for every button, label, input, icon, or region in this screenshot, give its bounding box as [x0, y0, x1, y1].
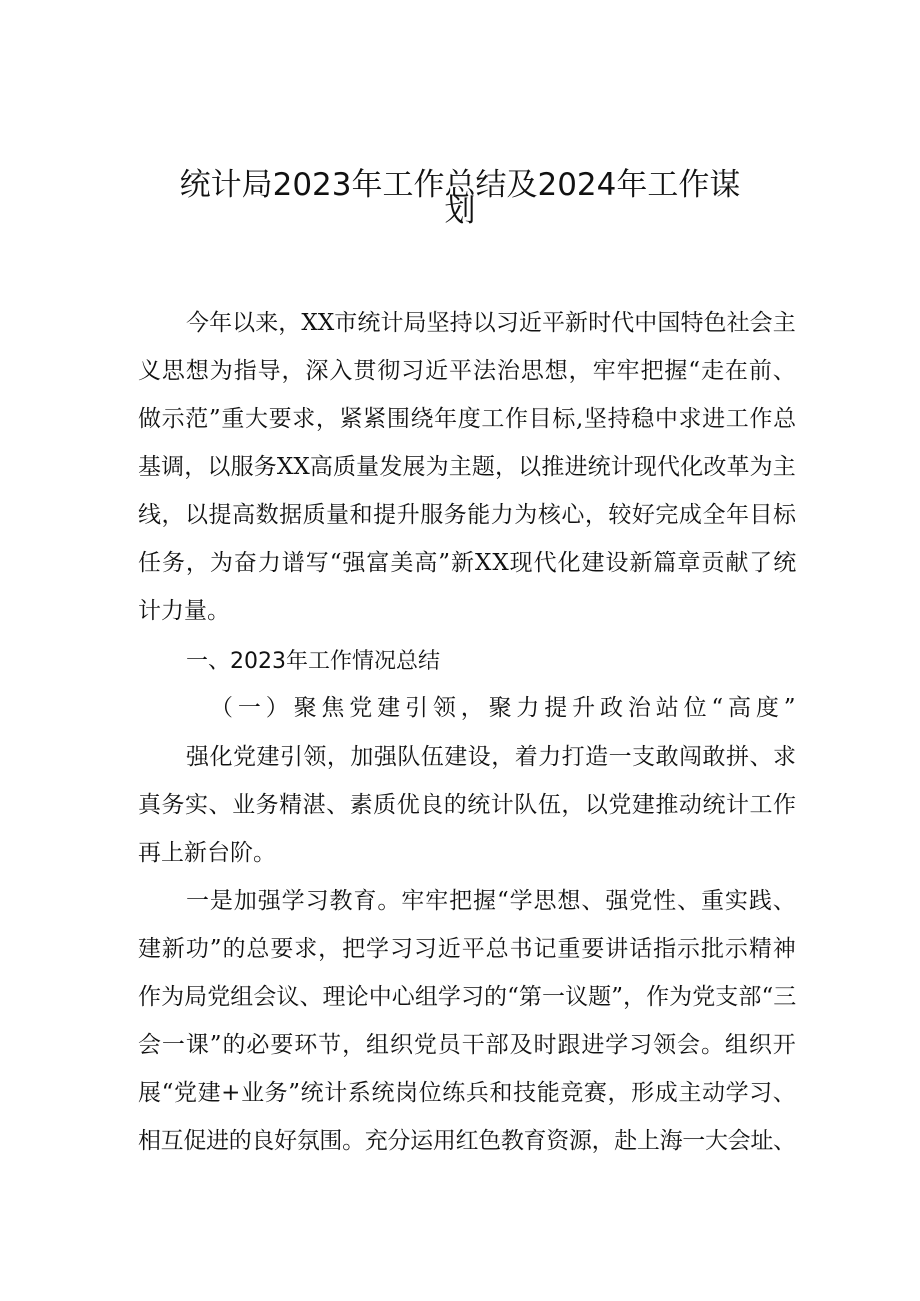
paragraph-3-line-6: 相互促进的良好氛围。充分运用红色教育资源，赴上海一大会址、 [138, 1128, 796, 1154]
paragraph-2-line-3: 再上新台阶。 [138, 840, 276, 866]
subsection-1-heading: （一）聚焦党建引领，聚力提升政治站位“高度” [210, 695, 801, 721]
paragraph-3-line-4: 会一课”的必要环节，组织党员干部及时跟进学习领会。组织开 [138, 1032, 797, 1058]
paragraph-2-line-2: 真务实、业务精湛、素质优良的统计队伍，以党建推动统计工作 [138, 792, 797, 818]
paragraph-1-line-7: 计力量。 [138, 598, 230, 624]
paragraph-1-line-3: 做示范”重大要求，紧紧围绕年度工作目标,坚持稳中求进工作总 [138, 406, 797, 432]
document-title-line-2: 划 [444, 193, 476, 229]
paragraph-2-line-1: 强化党建引领，加强队伍建设，着力打造一支敢闯敢拼、求 [186, 744, 797, 770]
paragraph-3-line-5: 展“党建+业务”统计系统岗位练兵和技能竞赛，形成主动学习、 [138, 1080, 797, 1106]
paragraph-1-line-4: 基调，以服务XX高质量发展为主题，以推进统计现代化改革为主 [138, 454, 796, 480]
paragraph-1-line-2: 义思想为指导，深入贯彻习近平法治思想，牢牢把握“走在前、 [138, 358, 797, 384]
paragraph-3-line-1: 一是加强学习教育。牢牢把握“学思想、强党性、重实践、 [186, 888, 797, 914]
paragraph-1-line-1: 今年以来，XX市统计局坚持以习近平新时代中国特色社会主 [186, 310, 796, 336]
paragraph-1-line-6: 任务，为奋力谱写“强富美高”新XX现代化建设新篇章贡献了统 [138, 550, 798, 576]
paragraph-3-line-2: 建新功”的总要求，把学习习近平总书记重要讲话指示批示精神 [138, 936, 797, 962]
document-title-line-1: 统计局2023年工作总结及2024年工作谋 [179, 167, 741, 203]
paragraph-1-line-5: 线，以提高数据质量和提升服务能力为核心，较好完成全年目标 [138, 502, 797, 528]
paragraph-3-line-3: 作为局党组会议、理论中心组学习的“第一议题”，作为党支部“三 [138, 984, 797, 1010]
section-1-heading: 一、2023年工作情况总结 [186, 649, 440, 674]
